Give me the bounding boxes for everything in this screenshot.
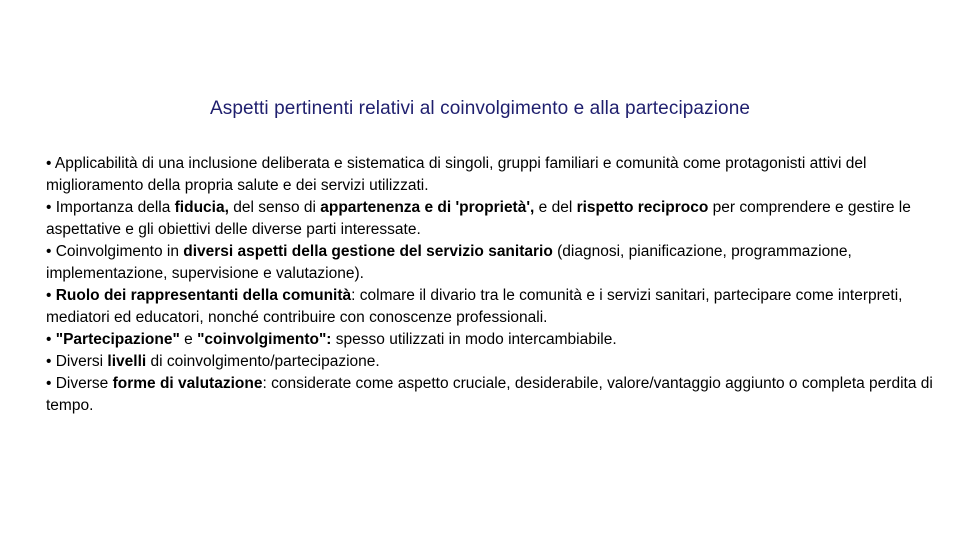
bullet-text: • [46, 287, 56, 304]
bullet-bold-text: "coinvolgimento": [197, 331, 332, 348]
bullet-bold-text: forme di valutazione [112, 375, 263, 392]
bullet-text: del senso di [228, 199, 321, 216]
bullet-forme [46, 373, 936, 417]
bullet-partecipazione [46, 329, 936, 351]
bullet-text: • Applicabilità di una inclusione deliberata e sistematica di singoli, gruppi familiari e comunità come protagonisti attivi del miglioramento della propria salute e dei servizi utilizzati. [46, 155, 867, 194]
bullet-applicabilita [46, 153, 936, 197]
slide-body [46, 153, 936, 417]
bullet-text: (diagnosi, pianificazione, programmazione, implementazione, supervisione e valutazione). [46, 243, 852, 282]
bullet-text: • Importanza della [46, 199, 175, 216]
bullet-bold-text: Ruolo dei rappresentanti della comunità [55, 287, 352, 304]
bullet-bold-text: appartenenza e di 'proprietà', [320, 199, 535, 216]
bullet-bold-text: livelli [107, 353, 147, 370]
bullet-text: e [179, 331, 198, 348]
bullet-text: • Diversi [46, 353, 108, 370]
bullet-livelli [46, 351, 936, 373]
bullet-text: per comprendere e gestire le aspettative e gli obiettivi delle diverse parti interessate. [46, 199, 911, 238]
bullet-bold-text: "Partecipazione" [55, 331, 180, 348]
slide-title: Aspetti pertinenti relativi al coinvolgimento e alla partecipazione [209, 98, 751, 119]
bullet-text: spesso utilizzati in modo intercambiabile. [331, 331, 617, 348]
bullet-text: : colmare il divario tra le comunità e i servizi sanitari, partecipare come interpreti, mediatori ed educatori, nonché contribuire con conoscenze professionali. [46, 287, 903, 326]
bullet-text: • [46, 331, 56, 348]
bullet-text: • Diverse [46, 375, 113, 392]
bullet-bold-text: fiducia, [174, 199, 229, 216]
bullet-importanza [46, 197, 936, 241]
bullet-bold-text: rispetto reciproco [576, 199, 709, 216]
bullet-coinvolgimento [46, 241, 936, 285]
bullet-ruolo [46, 285, 936, 329]
bullet-text: e del [534, 199, 577, 216]
bullet-text: di coinvolgimento/partecipazione. [146, 353, 380, 370]
bullet-text: : considerate come aspetto cruciale, desiderabile, valore/vantaggio aggiunto o completa perdita di tempo. [46, 375, 933, 414]
bullet-text: • Coinvolgimento in [46, 243, 184, 260]
bullet-bold-text: diversi aspetti della gestione del servizio sanitario [183, 243, 553, 260]
